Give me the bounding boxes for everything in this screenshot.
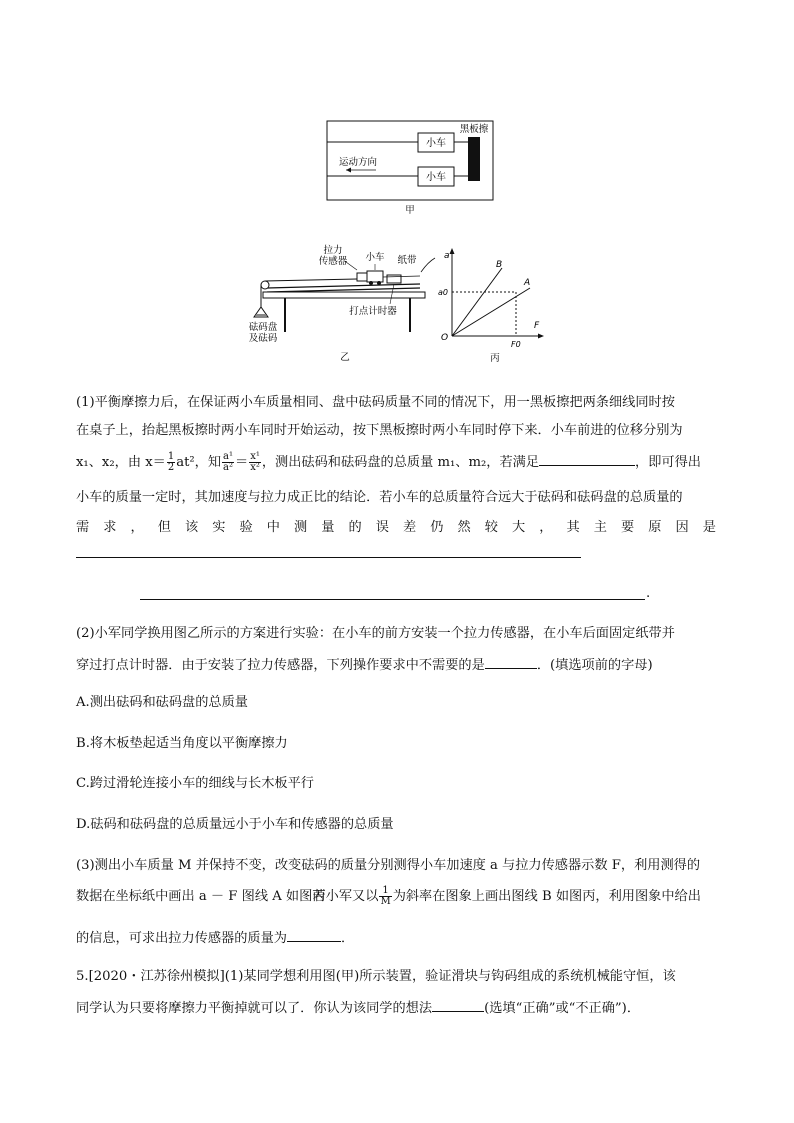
- q2-option-d: D.砝码和砝码盘的总质量远小于小车和传感器的总质量: [76, 817, 394, 832]
- q5-l2-a: 同学认为只要将摩擦力平衡掉就可以了．你认为该同学的想法: [76, 1001, 433, 1016]
- fraction-a-ratio: $\frac{\text{a¹}}{\text{a²}}$: [223, 451, 234, 473]
- figure-yi: [245, 240, 440, 365]
- q1-l5-char: 较: [484, 520, 498, 535]
- y-axis-label: a: [444, 251, 450, 261]
- blackboard-eraser: [468, 137, 480, 181]
- q2-l2-b: ．(填选项前的字母): [536, 658, 653, 673]
- q1-l5-char: 该: [185, 520, 199, 535]
- weights-label-1: 砝码盘: [248, 322, 278, 333]
- q5-l2-b: (选填“正确”或“不正确”)．: [484, 1001, 641, 1016]
- q1-l5-char: 然: [457, 520, 471, 535]
- caption-yi: 乙: [340, 352, 350, 363]
- q1-l3-e: ，即可得出: [635, 455, 701, 470]
- sensor-label-1: 拉力: [323, 245, 343, 256]
- q3-l3-a: 的信息，可求出拉力传感器的质量为: [76, 931, 287, 946]
- cart-yi: [367, 271, 383, 282]
- q1-l5-char: 要: [621, 520, 635, 535]
- q1-line-2: 在桌子上，抬起黑板擦时两小车同时开始运动，按下黑板擦时两小车同时停下来．小车前进的位移分别为: [76, 423, 683, 438]
- line-a-label: A: [524, 278, 531, 288]
- q1-l3-b: at²，知: [176, 455, 222, 470]
- q1-l5-char: 实: [212, 520, 226, 535]
- q3-l2-over: 若小军又以: [312, 889, 379, 904]
- direction-label: 运动方向: [338, 157, 378, 168]
- tape-label: 纸带: [397, 255, 417, 266]
- line-b-label: B: [496, 260, 503, 270]
- q1-l5-char: 其: [566, 520, 580, 535]
- q1-answer-blank-1[interactable]: [539, 451, 635, 466]
- a0-label: a0: [438, 288, 448, 297]
- cart-top-label: 小车: [426, 138, 446, 149]
- q1-l5-char: 的: [348, 520, 362, 535]
- q1-l5-char: 误: [375, 520, 389, 535]
- q1-line-1: (1)平衡摩擦力后，在保证两小车质量相同、盘中砝码质量不同的情况下，用一黑板擦把两条细线同时按: [76, 395, 675, 410]
- q2-answer-blank[interactable]: [485, 654, 537, 669]
- horizontal-string: [265, 279, 357, 281]
- q5-line-1: 5.[2020・江苏徐州模拟](1)某同学想利用图(甲)所示装置，验证滑块与钩码组成的系统机械能守恒，该: [76, 969, 676, 984]
- q2-option-a: A.测出砝码和砝码盘的总质量: [76, 695, 248, 710]
- q1-l5-char: 仍: [430, 520, 444, 535]
- q1-l5-char: 验: [239, 520, 253, 535]
- line-a: [452, 288, 530, 336]
- caption-bing: 丙: [490, 353, 500, 364]
- q1-end-period: .: [646, 586, 651, 601]
- fraction-one-over-m: $\frac{1}{M}$: [380, 885, 391, 907]
- fraction-half: $\frac{1}{2}$: [167, 451, 175, 473]
- q1-l3-c: ＝: [235, 455, 249, 470]
- q5-answer-blank[interactable]: [432, 997, 484, 1012]
- q1-l5-char: 主: [593, 520, 607, 535]
- q1-line-5: [76, 518, 716, 538]
- weights-label-2: 及砝码: [248, 333, 278, 344]
- origin-label: O: [441, 333, 449, 343]
- q2-line-1: (2)小军同学换用图乙所示的方案进行实验：在小车的前方安装一个拉力传感器，在小车后面固定纸带并: [76, 626, 675, 641]
- force-sensor: [357, 273, 367, 281]
- figure-bing: [438, 244, 553, 366]
- q3-line-2: [76, 886, 701, 907]
- q1-answer-line-2[interactable]: [140, 599, 645, 600]
- q1-l5-char: 大: [512, 520, 526, 535]
- q2-option-c: C.跨过滑轮连接小车的细线与长木板平行: [76, 776, 314, 791]
- q1-l5-char: 原: [648, 520, 662, 535]
- table-top: [263, 292, 425, 298]
- q5-line-2: [76, 997, 640, 1019]
- q1-l5-char: 需: [76, 520, 90, 535]
- sensor-label-2: 传感器: [318, 256, 348, 267]
- q3-l3-b: ．: [341, 931, 355, 946]
- q1-l5-char: 差: [403, 520, 417, 535]
- q2-option-b: B.将木板垫起适当角度以平衡摩擦力: [76, 736, 288, 751]
- line-b: [452, 268, 502, 336]
- q1-l5-char: 求: [103, 520, 117, 535]
- caption-jia: 甲: [405, 205, 415, 216]
- q3-l2-a: 数据在坐标纸中画出 a － F 图线 A 如图丙: [76, 889, 326, 904]
- timer-label: 打点计时器: [349, 306, 397, 317]
- q3-answer-blank[interactable]: [287, 927, 341, 942]
- pulley: [261, 281, 269, 289]
- cart-bottom-label: 小车: [426, 172, 446, 183]
- q1-l3-a: x₁、x₂，由 x＝: [76, 455, 166, 470]
- q1-l5-char: 但: [157, 520, 171, 535]
- q1-answer-line-1[interactable]: [76, 557, 581, 558]
- q1-l5-char: 量: [321, 520, 335, 535]
- q1-l5-char: 是: [702, 520, 716, 535]
- q1-line-4: 小车的质量一定时，其加速度与拉力成正比的结论．若小车的总质量符合远大于砝码和砝码盘的总质量的: [76, 490, 683, 505]
- q2-line-2: [76, 654, 653, 676]
- q1-l5-char: 因: [675, 520, 689, 535]
- q1-line-3: [76, 451, 701, 473]
- figure-jia: [326, 120, 496, 220]
- q3-l2-b: 为斜率在图象上画出图线 B 如图丙，利用图象中给出: [392, 889, 701, 904]
- fraction-x-ratio: $\frac{\text{x¹}}{\text{x²}}$: [250, 451, 260, 473]
- q1-l5-char: 测: [294, 520, 308, 535]
- q1-l5-char: ，: [130, 520, 144, 535]
- x-axis-label: F: [534, 321, 540, 331]
- f0-label: F0: [511, 340, 521, 349]
- q2-l2-a: 穿过打点计时器．由于安装了拉力传感器，下列操作要求中不需要的是: [76, 658, 485, 673]
- q1-l5-char: ，: [539, 520, 553, 535]
- q1-l5-char: 中: [266, 520, 280, 535]
- cart-label-yi: 小车: [365, 252, 385, 263]
- q3-line-1: (3)测出小车质量 M 并保持不变，改变砝码的质量分别测得小车加速度 a 与拉力传感器示数 F，利用测得的: [76, 858, 701, 873]
- eraser-label: 黑板擦: [459, 124, 489, 135]
- q1-l3-d: ，测出砝码和砝码盘的总质量 m₁、m₂，若满足: [261, 455, 540, 470]
- q3-line-3: [76, 927, 354, 949]
- track: [267, 284, 420, 288]
